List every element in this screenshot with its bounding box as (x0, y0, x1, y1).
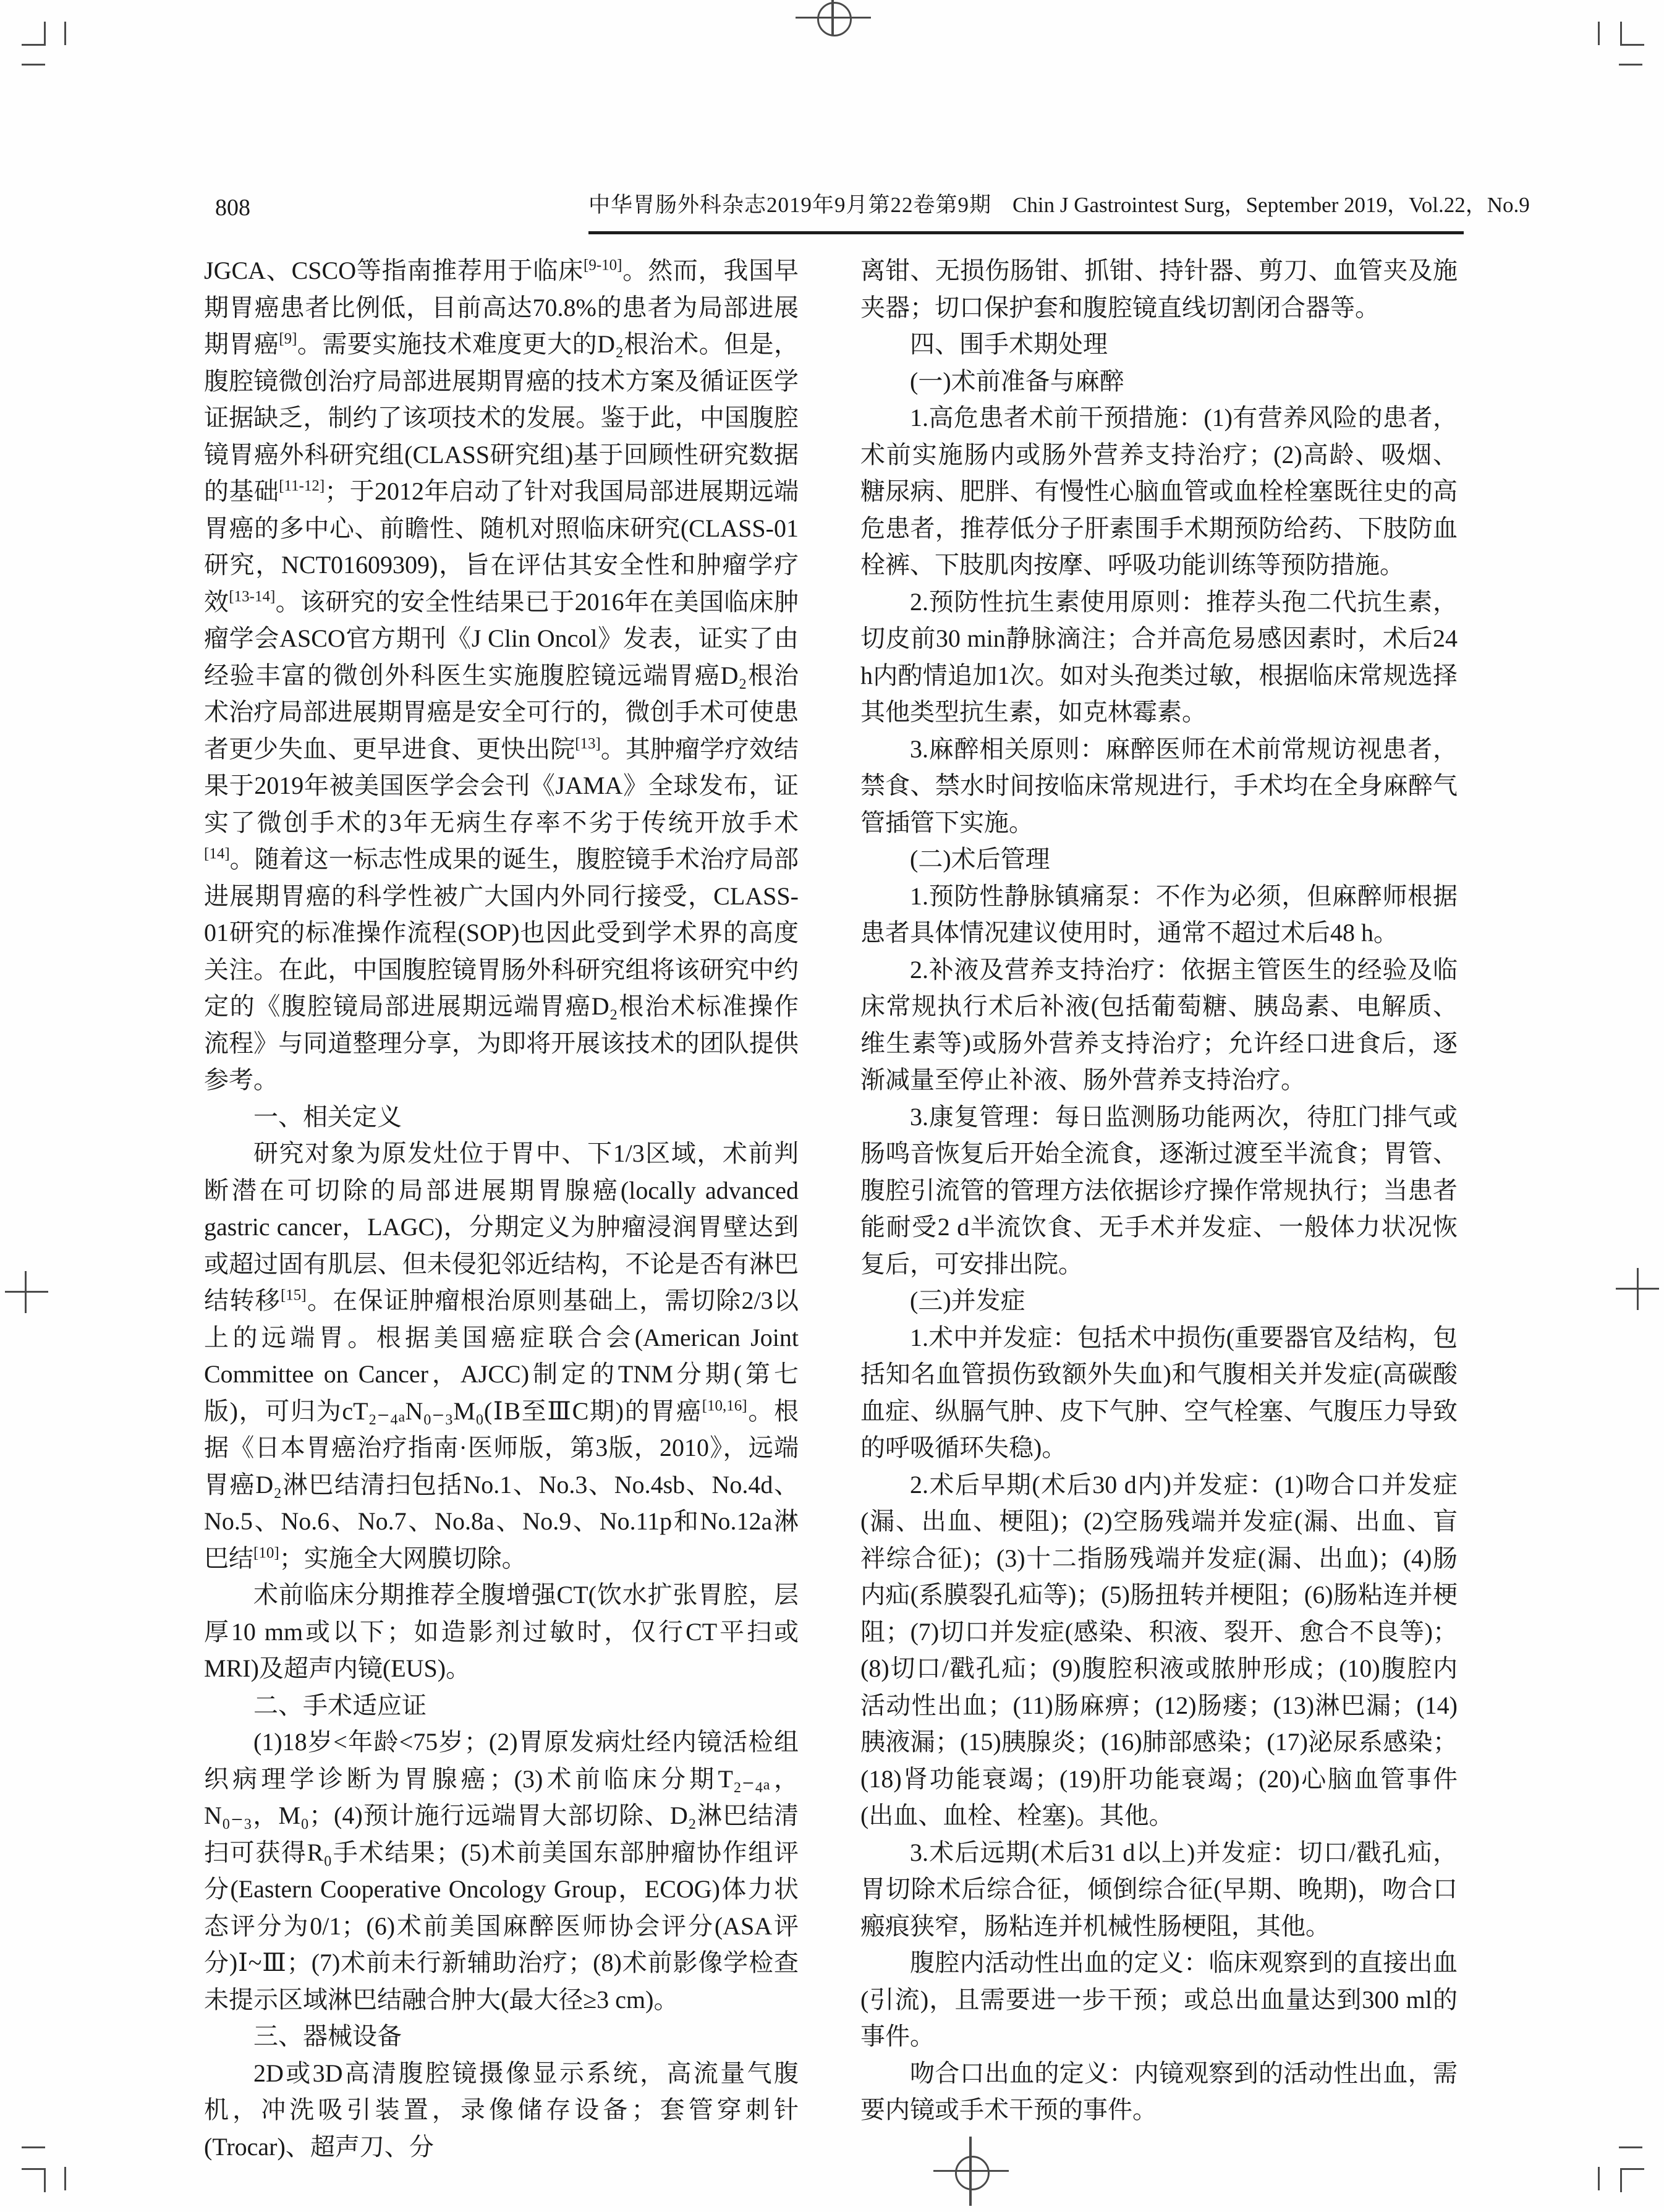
crop-mark-top-right-corner (1620, 22, 1644, 46)
paragraph: 1.高危患者术前干预措施：(1)有营养风险的患者，术前实施肠内或肠外营养支持治疗；(2)高龄、吸烟、糖尿病、肥胖、有慢性心脑血管或血栓栓塞既往史的高危患者，推荐低分子肝素围手术期预防给药、下肢防血栓裤、下肢肌肉按摩、呼吸功能训练等预防措施。 (860, 404, 1458, 579)
paragraph: (1)18岁<年龄<75岁；(2)胃原发病灶经内镜活检组织病理学诊断为胃腺癌；(3)术前临床分期T₂₋₄ₐ，N₀₋₃，M₀；(4)预计施行远端胃大部切除、D₂淋巴结清扫可获得R₀手术结果；(5)术前美国东部肿瘤协作组评分(Eastern Cooperative Oncology Group，ECOG)体力状态评分为0/1；(6)术前美国麻醉医师协会评分(ASA评分)Ⅰ~Ⅲ；(7)术前未行新辅助治疗；(8)术前影像学检查未提示区域淋巴结融合肿大(最大径≥3 cm)。 (204, 1728, 799, 2014)
paragraph: 2.补液及营养支持治疗：依据主管医生的经验及临床常规执行术后补液(包括葡萄糖、胰岛素、电解质、维生素等)或肠外营养支持治疗；允许经口进食后，逐渐减量至停止补液、肠外营养支持治疗。 (860, 955, 1458, 1094)
crop-mark-top-left-corner (22, 22, 46, 46)
crop-mark-top-right-hline (1619, 64, 1642, 66)
crop-mark-top-left-hline (22, 64, 45, 66)
paragraph: 腹腔内活动性出血的定义：临床观察到的直接出血(引流)，且需要进一步干预；或总出血量达到300 ml的事件。 (860, 1949, 1458, 2050)
crop-mark-bottom-left-corner (22, 2168, 46, 2192)
paragraph: 2D或3D高清腹腔镜摄像显示系统，高流量气腹机，冲洗吸引装置，录像储存设备；套管穿刺针(Trocar)、超声刀、分 (204, 2059, 799, 2161)
journal-title-en: Chin J Gastrointest Surg，September 2019，Vol.22，No.9 (1012, 193, 1530, 217)
section-heading: 二、手术适应证 (253, 1691, 427, 1719)
crop-mark-bottom-right-vline (1598, 2167, 1600, 2190)
paragraph: 1.术中并发症：包括术中损伤(重要器官及结构，包括知名血管损伤致额外失血)和气腹相关并发症(高碳酸血症、纵膈气肿、皮下气肿、空气栓塞、气腹压力导致的呼吸循环失稳)。 (860, 1323, 1458, 1461)
subsection-heading: (三)并发症 (910, 1287, 1025, 1314)
registration-cross-left-vline (25, 1271, 27, 1313)
section-heading: 三、器械设备 (253, 2022, 402, 2050)
paragraph: 1.预防性静脉镇痛泵：不作为必须，但麻醉师根据患者具体情况建议使用时，通常不超过术后48 h。 (860, 882, 1458, 946)
crop-mark-bottom-left-hline (22, 2146, 45, 2148)
paragraph: 3.术后远期(术后31 d以上)并发症：切口/戳孔疝，胃切除术后综合征，倾倒综合征(早期、晚期)，吻合口瘢痕狭窄，肠粘连并机械性肠梗阻，其他。 (860, 1838, 1458, 1940)
subsection-heading: (二)术后管理 (910, 845, 1050, 873)
registration-target-top-icon (817, 2, 852, 36)
paragraph: 3.康复管理：每日监测肠功能两次，待肛门排气或肠鸣音恢复后开始全流食，逐渐过渡至半流食；胃管、腹腔引流管的管理方法依据诊疗操作常规执行；当患者能耐受2 d半流饮食、无手术并发症、一般体力状况恢复后，可安排出院。 (860, 1102, 1458, 1278)
crop-mark-bottom-left-vline (64, 2167, 66, 2190)
paragraph: 3.麻醉相关原则：麻醉医师在术前常规访视患者，禁食、禁水时间按临床常规进行，手术均在全身麻醉气管插管下实施。 (860, 734, 1458, 836)
crop-mark-top-right-vline (1598, 22, 1600, 45)
section-heading: 四、围手术期处理 (910, 330, 1108, 358)
crop-mark-bottom-right-hline (1619, 2146, 1642, 2148)
paragraph: 吻合口出血的定义：内镜观察到的活动性出血，需要内镜或手术干预的事件。 (860, 2059, 1458, 2124)
crop-mark-bottom-right-corner (1620, 2168, 1644, 2192)
journal-title-cn: 中华胃肠外科杂志2019年9月第22卷第9期 (588, 193, 992, 217)
paragraph: 研究对象为原发灶位于胃中、下1/3区域，术前判断潜在可切除的局部进展期胃腺癌(locally advanced gastric cancer，LAGC)，分期定义为肿瘤浸润胃壁达到或超过固有肌层、但未侵犯邻近结构，不论是否有淋巴结转移[15]。在保证肿瘤根治原则基础上，需切除2/3以上的远端胃。根据美国癌症联合会(American Joint Committee on Cancer，AJCC)制定的TNM分期(第七版)，可归为cT₂₋₄ₐN₀₋₃M₀(ⅠB至ⅢC期)的胃癌[10,16]。根据《日本胃癌治疗指南·医师版，第3版，2010》，远端胃癌D₂淋巴结清扫包括No.1、No.3、No.4sb、No.4d、No.5、No.6、No.7、No.8a、No.9、No.11p和No.12a淋巴结[10]；实施全大网膜切除。 (204, 1139, 799, 1572)
registration-cross-right-vline (1637, 1268, 1639, 1310)
paragraph: 2.预防性抗生素使用原则：推荐头孢二代抗生素，切皮前30 min静脉滴注；合并高危易感因素时，术后24 h内酌情追加1次。如对头孢类过敏，根据临床常规选择其他类型抗生素，如克林霉素。 (860, 587, 1458, 726)
paragraph: 离钳、无损伤肠钳、抓钳、持针器、剪刀、血管夹及施夹器；切口保护套和腹腔镜直线切割闭合器等。 (860, 257, 1458, 321)
subsection-heading: (一)术前准备与麻醉 (910, 367, 1124, 395)
crop-mark-top-left-vline (64, 22, 66, 45)
section-heading: 一、相关定义 (253, 1102, 402, 1131)
page-number: 808 (215, 195, 250, 221)
registration-target-top-vline (831, 0, 834, 36)
paragraph: JGCA、CSCO等指南推荐用于临床[9-10]。然而，我国早期胃癌患者比例低，目前高达70.8%的患者为局部进展期胃癌[9]。需要实施技术难度更大的D₂根治术。但是，腹腔镜微创治疗局部进展期胃癌的技术方案及循证医学证据缺乏，制约了该项技术的发展。鉴于此，中国腹腔镜胃癌外科研究组(CLASS研究组)基于回顾性研究数据的基础[11-12]；于2012年启动了针对我国局部进展期远端胃癌的多中心、前瞻性、随机对照临床研究(CLASS-01研究，NCT01609309)，旨在评估其安全性和肿瘤学疗效[13-14]。该研究的安全性结果已于2016年在美国临床肿瘤学会ASCO官方期刊《J Clin Oncol》发表，证实了由经验丰富的微创外科医生实施腹腔镜远端胃癌D₂根治术治疗局部进展期胃癌是安全可行的，微创手术可使患者更少失血、更早进食、更快出院[13]。其肿瘤学疗效结果于2019年被美国医学会会刊《JAMA》全球发布，证实了微创手术的3年无病生存率不劣于传统开放手术[14]。随着这一标志性成果的诞生，腹腔镜手术治疗局部进展期胃癌的科学性被广大国内外同行接受，CLASS-01研究的标准操作流程(SOP)也因此受到学术界的高度关注。在此，中国腹腔镜胃肠外科研究组将该研究中约定的《腹腔镜局部进展期远端胃癌D₂根治术标准操作流程》与同道整理分享，为即将开展该技术的团队提供参考。 (204, 257, 799, 1094)
paragraph: 2.术后早期(术后30 d内)并发症：(1)吻合口并发症(漏、出血、梗阻)；(2)空肠残端并发症(漏、出血、盲袢综合征)；(3)十二指肠残端并发症(漏、出血)；(4)肠内疝(系膜裂孔疝等)；(5)肠扭转并梗阻；(6)肠粘连并梗阻；(7)切口并发症(感染、积液、裂开、愈合不良等)；(8)切口/戳孔疝；(9)腹腔积液或脓肿形成；(10)腹腔内活动性出血；(11)肠麻痹；(12)肠瘘；(13)淋巴漏；(14)胰液漏；(15)胰腺炎；(16)肺部感染；(17)泌尿系感染；(18)肾功能衰竭；(19)肝功能衰竭；(20)心脑血管事件(出血、血栓、栓塞)。其他。 (860, 1470, 1458, 1829)
paragraph: 术前临床分期推荐全腹增强CT(饮水扩张胃腔，层厚10 mm或以下；如造影剂过敏时，仅行CT平扫或MRI)及超声内镜(EUS)。 (204, 1581, 799, 1682)
registration-target-bottom-icon (955, 2156, 990, 2190)
registration-target-bottom-vline (969, 2137, 972, 2206)
journal-header (588, 189, 1530, 234)
left-column (204, 252, 799, 2165)
right-column (860, 252, 1458, 2129)
registration-cross-left-hline (5, 1291, 48, 1293)
